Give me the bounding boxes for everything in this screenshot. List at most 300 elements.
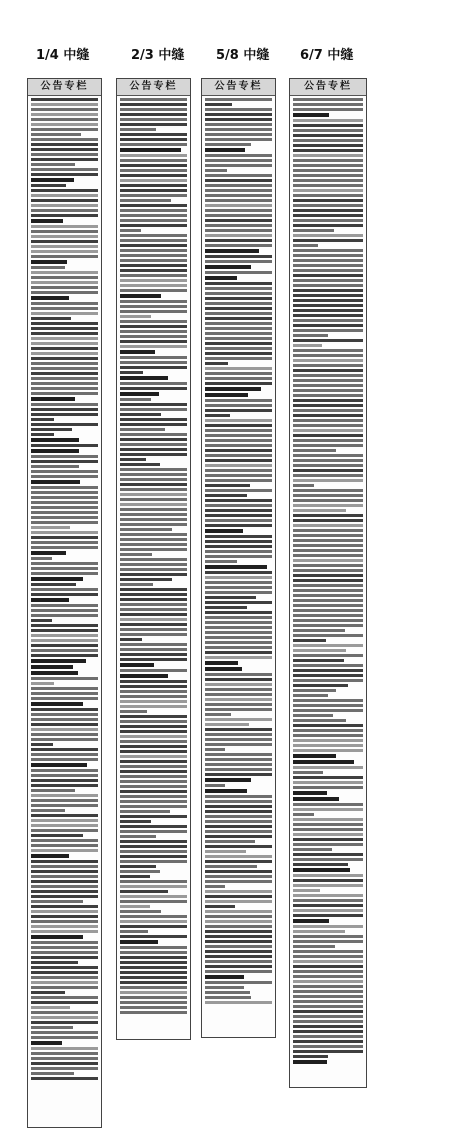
notice-text-line bbox=[120, 643, 187, 646]
notice-text-line bbox=[293, 324, 363, 327]
notice-text-line bbox=[293, 179, 363, 182]
notice-text-line bbox=[293, 454, 363, 457]
notice-text-line bbox=[31, 418, 54, 421]
notice-text-line bbox=[293, 569, 363, 572]
notice-text-line bbox=[293, 554, 363, 557]
notice-text-line bbox=[293, 699, 363, 702]
notice-text-line bbox=[31, 738, 98, 741]
notice-text-line bbox=[120, 325, 187, 328]
notice-text-line bbox=[31, 941, 98, 944]
notice-text-line bbox=[293, 684, 348, 687]
notice-text-line bbox=[31, 526, 70, 529]
notice-text-line bbox=[205, 996, 251, 999]
column-label-2-3: 2/3 中缝 bbox=[131, 48, 185, 63]
notice-text-line bbox=[293, 489, 363, 492]
notice-heading-line bbox=[293, 919, 329, 923]
notice-text-line bbox=[120, 840, 187, 843]
notice-text-line bbox=[205, 900, 272, 903]
notice-text-line bbox=[205, 377, 272, 380]
notice-text-line bbox=[31, 634, 98, 637]
notice-text-line bbox=[120, 284, 187, 287]
notice-text-line bbox=[120, 961, 187, 964]
notice-text-line bbox=[293, 389, 363, 392]
notice-heading-line bbox=[205, 393, 248, 397]
notice-text-line bbox=[293, 299, 363, 302]
notice-text-line bbox=[31, 562, 98, 565]
notice-heading-line bbox=[31, 598, 69, 602]
notice-text-line bbox=[120, 996, 187, 999]
notice-text-line bbox=[31, 784, 98, 787]
notice-text-line bbox=[120, 900, 187, 903]
notice-text-line bbox=[120, 598, 187, 601]
notice-text-line bbox=[31, 900, 83, 903]
notice-text-line bbox=[205, 758, 272, 761]
notice-text-line bbox=[31, 342, 98, 345]
notice-text-line bbox=[293, 838, 363, 841]
notice-text-line bbox=[120, 463, 160, 466]
notice-text-line bbox=[120, 685, 187, 688]
notice-text-line bbox=[31, 649, 98, 652]
notice-heading-line bbox=[205, 565, 267, 569]
notice-text-line bbox=[120, 775, 187, 778]
notice-text-line bbox=[120, 259, 187, 262]
notice-text-line bbox=[31, 276, 98, 279]
notice-text-line bbox=[31, 920, 98, 923]
notice-text-line bbox=[293, 304, 363, 307]
notice-text-line bbox=[120, 648, 187, 651]
notice-text-line bbox=[293, 369, 363, 372]
notice-heading-line bbox=[31, 702, 83, 706]
notice-heading-line bbox=[205, 265, 251, 269]
notice-heading-line bbox=[120, 392, 159, 396]
notice-heading-line bbox=[205, 778, 251, 782]
notice-text-line bbox=[293, 269, 363, 272]
notice-text-line bbox=[205, 683, 272, 686]
notice-text-line bbox=[31, 317, 71, 320]
notice-text-line bbox=[293, 1040, 363, 1043]
notice-text-line bbox=[293, 704, 363, 707]
notice-text-line bbox=[120, 169, 187, 172]
notice-text-line bbox=[31, 951, 98, 954]
notice-text-line bbox=[120, 800, 187, 803]
notice-text-line bbox=[205, 835, 272, 838]
notice-heading-line bbox=[120, 674, 168, 678]
notice-text-line bbox=[120, 128, 156, 131]
notice-text-line bbox=[31, 753, 98, 756]
notice-text-line bbox=[293, 124, 363, 127]
notice-text-line bbox=[205, 596, 256, 599]
notice-text-line bbox=[120, 199, 171, 202]
notice-text-line bbox=[31, 572, 98, 575]
notice-text-line bbox=[31, 322, 98, 325]
notice-text-line bbox=[31, 1052, 98, 1055]
notice-text-line bbox=[293, 659, 344, 662]
notice-text-line bbox=[120, 790, 187, 793]
notice-text-line bbox=[293, 609, 363, 612]
notice-text-block bbox=[28, 96, 101, 1084]
notice-text-line bbox=[205, 489, 272, 492]
notice-text-line bbox=[293, 444, 363, 447]
notice-text-block bbox=[202, 96, 275, 1008]
notice-text-line bbox=[293, 204, 363, 207]
notice-text-line bbox=[31, 910, 98, 913]
notice-text-line bbox=[293, 808, 363, 811]
notice-text-line bbox=[205, 616, 272, 619]
notice-text-line bbox=[293, 990, 363, 993]
notice-text-line bbox=[293, 279, 363, 282]
notice-text-line bbox=[205, 784, 225, 787]
notice-text-line bbox=[293, 274, 363, 277]
notice-text-line bbox=[205, 219, 272, 222]
notice-text-line bbox=[293, 194, 363, 197]
notice-text-line bbox=[293, 724, 363, 727]
notice-text-line bbox=[31, 204, 98, 207]
notice-text-line bbox=[31, 804, 98, 807]
notice-text-line bbox=[293, 459, 363, 462]
notice-text-line bbox=[205, 499, 272, 502]
panel-header: 公告专栏 bbox=[117, 79, 190, 96]
notice-text-line bbox=[31, 506, 98, 509]
notice-text-line bbox=[293, 935, 363, 938]
notice-text-line bbox=[31, 184, 66, 187]
notice-text-line bbox=[293, 254, 363, 257]
notice-text-line bbox=[293, 169, 363, 172]
notice-text-line bbox=[120, 951, 187, 954]
notice-text-line bbox=[120, 638, 142, 641]
notice-text-line bbox=[205, 810, 272, 813]
notice-text-line bbox=[205, 688, 272, 691]
notice-text-line bbox=[205, 260, 272, 263]
notice-text-line bbox=[293, 319, 363, 322]
notice-text-line bbox=[31, 428, 72, 431]
notice-text-line bbox=[293, 184, 363, 187]
notice-text-line bbox=[293, 214, 363, 217]
notice-text-line bbox=[205, 474, 272, 477]
notice-text-line bbox=[205, 545, 272, 548]
notice-text-line bbox=[293, 803, 363, 806]
notice-text-line bbox=[205, 524, 272, 527]
notice-text-line bbox=[31, 557, 52, 560]
notice-text-line bbox=[120, 179, 187, 182]
notice-text-line bbox=[31, 511, 98, 514]
notice-text-line bbox=[293, 889, 320, 892]
notice-heading-line bbox=[120, 350, 155, 354]
notice-text-line bbox=[293, 174, 363, 177]
notice-heading-line bbox=[120, 294, 161, 298]
notice-text-line bbox=[205, 204, 272, 207]
notice-text-line bbox=[293, 539, 363, 542]
notice-text-line bbox=[31, 748, 98, 751]
notice-text-line bbox=[205, 641, 272, 644]
notice-text-line bbox=[120, 588, 187, 591]
notice-text-line bbox=[205, 194, 272, 197]
notice-text-line bbox=[120, 523, 187, 526]
notice-text-line bbox=[205, 905, 235, 908]
notice-heading-line bbox=[31, 577, 83, 581]
notice-text-line bbox=[293, 694, 328, 697]
notice-text-line bbox=[293, 219, 363, 222]
notice-text-line bbox=[120, 239, 187, 242]
notice-text-line bbox=[120, 935, 187, 938]
notice-text-line bbox=[293, 714, 333, 717]
notice-text-line bbox=[205, 571, 272, 574]
notice-text-line bbox=[293, 229, 334, 232]
notice-text-line bbox=[293, 329, 363, 332]
notice-text-line bbox=[205, 540, 272, 543]
notice-text-line bbox=[120, 279, 187, 282]
notice-text-line bbox=[31, 491, 98, 494]
notice-text-line bbox=[293, 874, 363, 877]
notice-text-line bbox=[293, 549, 363, 552]
notice-text-line bbox=[120, 905, 150, 908]
notice-text-line bbox=[293, 833, 363, 836]
notice-text-line bbox=[120, 244, 187, 247]
notice-text-line bbox=[293, 771, 323, 774]
notice-text-line bbox=[120, 269, 187, 272]
notice-text-line bbox=[205, 479, 272, 482]
notice-text-line bbox=[293, 574, 363, 577]
notice-text-line bbox=[205, 728, 272, 731]
notice-heading-line bbox=[293, 797, 339, 801]
notice-text-line bbox=[31, 541, 98, 544]
notice-text-line bbox=[293, 955, 363, 958]
notice-text-line bbox=[31, 895, 98, 898]
notice-text-line bbox=[293, 469, 363, 472]
notice-text-line bbox=[205, 484, 250, 487]
notice-text-line bbox=[293, 925, 363, 928]
notice-text-line bbox=[293, 970, 363, 973]
notice-text-line bbox=[205, 708, 272, 711]
notice-text-line bbox=[205, 317, 272, 320]
notice-text-line bbox=[120, 946, 187, 949]
notice-text-line bbox=[293, 940, 363, 943]
notice-text-line bbox=[205, 925, 272, 928]
notice-text-line bbox=[293, 1035, 363, 1038]
notice-heading-line bbox=[205, 789, 247, 793]
notice-text-line bbox=[120, 740, 187, 743]
notice-text-line bbox=[31, 347, 98, 350]
notice-text-line bbox=[293, 239, 363, 242]
notice-text-line bbox=[293, 524, 363, 527]
notice-text-line bbox=[31, 644, 98, 647]
notice-text-line bbox=[120, 895, 187, 898]
notice-text-line bbox=[293, 364, 363, 367]
notice-text-line bbox=[293, 664, 363, 667]
notice-text-line bbox=[293, 494, 363, 497]
notice-text-line bbox=[293, 1055, 328, 1058]
notice-text-line bbox=[31, 113, 98, 116]
notice-text-line bbox=[293, 909, 363, 912]
notice-text-line bbox=[31, 408, 98, 411]
notice-text-line bbox=[120, 468, 187, 471]
notice-text-line bbox=[31, 1072, 74, 1075]
notice-text-line bbox=[31, 501, 98, 504]
notice-text-block bbox=[117, 96, 190, 1018]
notice-text-line bbox=[31, 1021, 98, 1024]
notice-text-line bbox=[120, 730, 187, 733]
notice-text-line bbox=[205, 986, 244, 989]
notice-text-line bbox=[205, 169, 227, 172]
notice-text-line bbox=[293, 294, 363, 297]
notice-text-line bbox=[205, 98, 272, 101]
notice-text-line bbox=[31, 266, 65, 269]
notice-text-line bbox=[120, 613, 187, 616]
notice-text-line bbox=[205, 189, 272, 192]
notice-text-line bbox=[205, 287, 272, 290]
notice-text-line bbox=[31, 779, 98, 782]
notice-text-line bbox=[205, 229, 272, 232]
notice-text-line bbox=[31, 708, 98, 711]
notice-heading-line bbox=[205, 667, 242, 671]
notice-text-line bbox=[120, 770, 187, 773]
notice-text-line bbox=[31, 870, 98, 873]
notice-text-line bbox=[205, 302, 272, 305]
notice-text-line bbox=[293, 359, 363, 362]
notice-text-line bbox=[31, 1011, 98, 1014]
notice-text-line bbox=[205, 282, 272, 285]
notice-text-line bbox=[205, 159, 272, 162]
notice-heading-line bbox=[120, 148, 181, 152]
column-label-1-4: 1/4 中缝 bbox=[36, 48, 90, 63]
notice-text-line bbox=[31, 1036, 98, 1039]
notice-text-line bbox=[31, 996, 98, 999]
notice-text-line bbox=[293, 786, 363, 789]
notice-text-line bbox=[293, 1045, 363, 1048]
notice-text-line bbox=[293, 209, 363, 212]
notice-text-line bbox=[31, 1001, 98, 1004]
notice-text-line bbox=[31, 1047, 98, 1050]
notice-text-line bbox=[31, 235, 98, 238]
notice-heading-line bbox=[31, 480, 80, 484]
notice-text-line bbox=[31, 930, 98, 933]
notice-text-line bbox=[205, 651, 272, 654]
notice-text-line bbox=[205, 935, 272, 938]
notice-text-line bbox=[31, 148, 98, 151]
notice-text-line bbox=[31, 639, 98, 642]
notice-text-line bbox=[205, 118, 272, 121]
notice-text-line bbox=[31, 250, 98, 253]
notice-text-line bbox=[293, 894, 363, 897]
notice-text-line bbox=[120, 458, 146, 461]
notice-text-line bbox=[120, 174, 187, 177]
notice-text-line bbox=[31, 624, 98, 627]
notice-text-line bbox=[120, 189, 187, 192]
notice-text-line bbox=[120, 795, 187, 798]
notice-text-line bbox=[120, 478, 187, 481]
notice-text-line bbox=[31, 158, 98, 161]
notice-text-line bbox=[205, 199, 272, 202]
notice-text-line bbox=[205, 312, 272, 315]
notice-text-line bbox=[205, 875, 272, 878]
notice-text-line bbox=[205, 184, 272, 187]
notice-text-line bbox=[120, 164, 187, 167]
notice-text-line bbox=[120, 538, 187, 541]
notice-text-line bbox=[205, 404, 272, 407]
notice-text-line bbox=[293, 424, 363, 427]
notice-text-line bbox=[31, 961, 78, 964]
notice-text-line bbox=[31, 352, 98, 355]
notice-text-line bbox=[293, 129, 363, 132]
notice-heading-line bbox=[293, 754, 336, 758]
notice-text-line bbox=[205, 143, 251, 146]
notice-text-line bbox=[120, 488, 187, 491]
notice-text-line bbox=[31, 189, 98, 192]
notice-text-line bbox=[205, 414, 230, 417]
notice-text-line bbox=[205, 820, 272, 823]
notice-text-line bbox=[120, 558, 187, 561]
notice-text-line bbox=[293, 244, 318, 247]
notice-text-line bbox=[31, 209, 98, 212]
notice-text-line bbox=[205, 332, 272, 335]
notice-heading-line bbox=[205, 249, 259, 253]
notice-text-line bbox=[120, 705, 187, 708]
notice-text-line bbox=[120, 885, 187, 888]
notice-text-line bbox=[120, 700, 187, 703]
notice-text-line bbox=[120, 725, 187, 728]
notice-text-line bbox=[120, 991, 187, 994]
notice-text-line bbox=[293, 464, 363, 467]
notice-text-line bbox=[293, 354, 363, 357]
notice-text-line bbox=[293, 1020, 363, 1023]
notice-text-line bbox=[31, 1006, 70, 1009]
notice-text-line bbox=[120, 915, 187, 918]
notice-text-line bbox=[120, 573, 187, 576]
notice-text-line bbox=[31, 1062, 98, 1065]
notice-text-line bbox=[31, 153, 98, 156]
notice-text-line bbox=[120, 618, 187, 621]
notice-text-line bbox=[293, 309, 363, 312]
notice-text-line bbox=[120, 366, 187, 369]
notice-text-line bbox=[31, 455, 98, 458]
notice-heading-line bbox=[120, 940, 158, 944]
notice-text-line bbox=[31, 240, 98, 243]
notice-text-line bbox=[293, 334, 328, 337]
notice-text-line bbox=[120, 920, 187, 923]
notice-text-line bbox=[31, 723, 98, 726]
notice-text-line bbox=[120, 785, 187, 788]
notice-text-line bbox=[293, 848, 332, 851]
notice-text-line bbox=[293, 644, 363, 647]
notice-text-line bbox=[293, 474, 363, 477]
notice-text-line bbox=[120, 330, 187, 333]
notice-text-line bbox=[205, 419, 272, 422]
notice-text-line bbox=[31, 991, 65, 994]
notice-heading-line bbox=[31, 260, 67, 264]
notice-panel-5-8 bbox=[201, 78, 276, 1038]
notice-text-line bbox=[120, 765, 187, 768]
notice-text-line bbox=[205, 234, 272, 237]
notice-text-line bbox=[31, 809, 65, 812]
notice-text-line bbox=[120, 930, 148, 933]
notice-text-line bbox=[31, 128, 98, 131]
notice-text-line bbox=[205, 224, 272, 227]
notice-text-line bbox=[31, 728, 98, 731]
notice-text-line bbox=[205, 179, 272, 182]
notice-text-line bbox=[31, 799, 98, 802]
notice-text-line bbox=[31, 905, 98, 908]
notice-text-line bbox=[293, 189, 363, 192]
notice-text-line bbox=[205, 347, 272, 350]
notice-text-line bbox=[120, 860, 187, 863]
notice-text-line bbox=[31, 583, 76, 586]
notice-text-line bbox=[120, 966, 187, 969]
notice-heading-line bbox=[31, 763, 87, 767]
notice-text-line bbox=[293, 689, 336, 692]
notice-text-line bbox=[120, 438, 187, 441]
notice-text-line bbox=[205, 673, 272, 676]
notice-text-line bbox=[120, 345, 187, 348]
notice-heading-line bbox=[205, 529, 243, 533]
